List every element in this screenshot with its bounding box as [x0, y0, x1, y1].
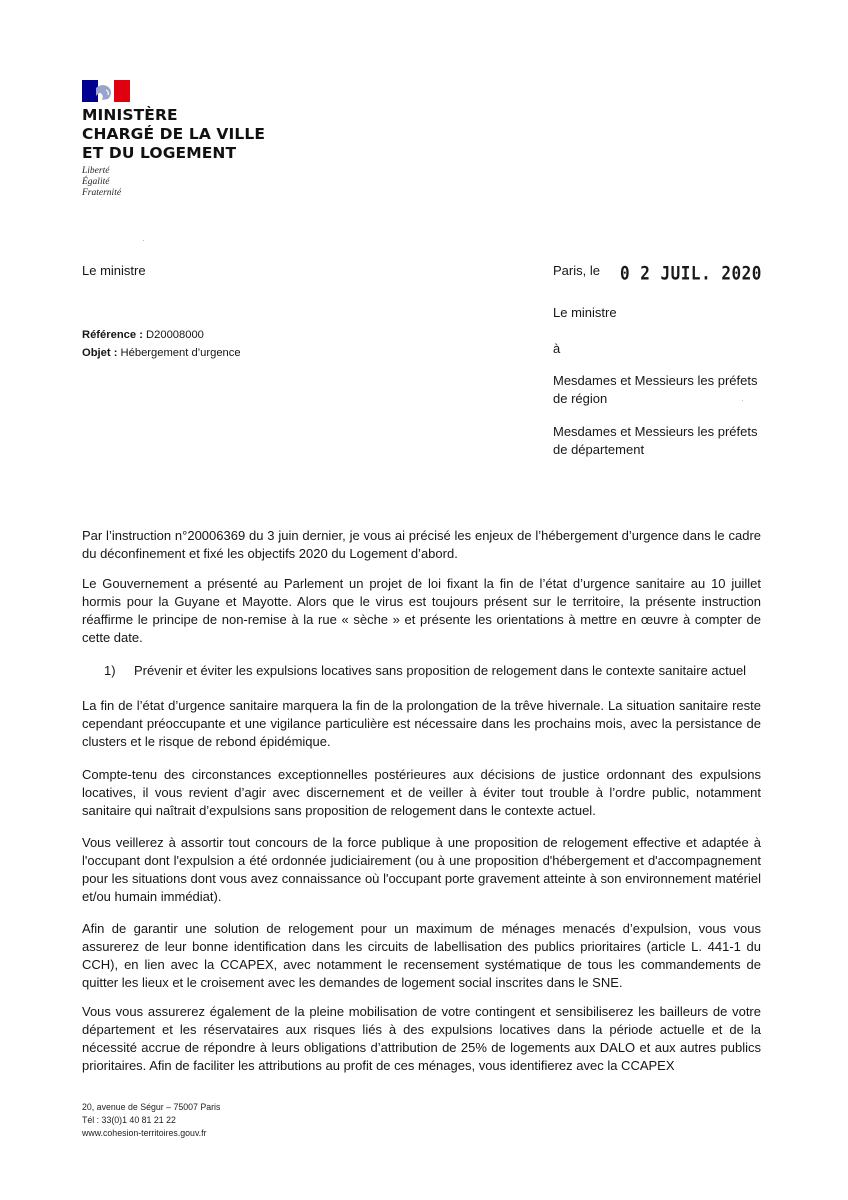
- date-stamp: 0 2 JUIL. 2020: [620, 262, 762, 284]
- paragraph-government: Le Gouvernement a présenté au Parlement un projet de loi fixant la fin de l’état d’urgence sanitaire au 10 juillet hormis pour la Guyane et Mayotte. Alors que le virus est toujours présent sur le territoire, la présente instruction réaffirme le principe de non-remise à la rue « sèche » et présente les orientations à mettre en œuvre à compter de cette date.: [82, 576, 761, 645]
- section-heading: [104, 663, 746, 678]
- place: Paris, le: [553, 263, 600, 278]
- paragraph-circumstances: Compte-tenu des circonstances exceptionnelles postérieures aux décisions de justice ordonnant des expulsions locatives, il vous revient d’agir avec discernement et de veiller à éviter tout trouble à l’ordre public, notamment sanitaire qui naîtrait d’expulsions sans proposition de relogement dans le contexte actuel.: [82, 767, 761, 818]
- motto-egalite: Égalité: [82, 177, 110, 187]
- paragraph-contingent: Vous vous assurerez également de la pleine mobilisation de votre contingent et sensibiliserez les bailleurs de votre département et les réservataires aux risques liés à des expulsions locatives dans la période actuelle et de la nécessité accrue de répondre à leurs obligations d’attribution de 25% de logements aux DALO et aux autres publics prioritaires. Afin de faciliter les attributions au profit de ces ménages, vous identifierez avec la CCAPEX: [82, 1004, 761, 1073]
- ministry-line: ET DU LOGEMENT: [82, 144, 237, 162]
- heading-number: 1): [104, 663, 116, 678]
- heading-text: Prévenir et éviter les expulsions locatives sans proposition de relogement dans le contexte sanitaire actuel: [134, 663, 747, 678]
- recipient-line: Mesdames et Messieurs les préfets: [553, 373, 758, 388]
- object-label: Objet :: [82, 347, 118, 359]
- reference-value: D20008000: [146, 329, 204, 341]
- recipient-from: Le ministre: [553, 305, 617, 320]
- recipient-prefects-region: [553, 372, 757, 408]
- reference-block: [82, 326, 241, 362]
- recipient-prefects-departement: [553, 423, 757, 459]
- motto-liberte: Liberté: [82, 166, 110, 176]
- sender: Le ministre: [82, 263, 146, 278]
- recipient-line: de département: [553, 442, 645, 457]
- paragraph-intro: Par l’instruction n°20006369 du 3 juin dernier, je vous ai précisé les enjeux de l’hébergement d’urgence dans le cadre du déconfinement et fixé les objectifs 2020 du Logement d’abord.: [82, 528, 761, 561]
- footer-address: 20, avenue de Ségur – 75007 Paris: [82, 1102, 221, 1112]
- paragraph-relogement: Afin de garantir une solution de relogement pour un maximum de ménages menacés d’expulsion, vous vous assurerez de leur bonne identification dans les circuits de labellisation des publics prioritaires (article L. 441-1 du CCH), en lien avec la CCAPEX, avec notamment le recensement systématique de tous les commandements de quitter les lieux et le croisement avec les demandes de logement social inscrites dans le SNE.: [82, 921, 761, 990]
- ministry-line: MINISTÈRE: [82, 106, 178, 124]
- ministry-name: [82, 106, 342, 163]
- recipient-to: à: [553, 341, 561, 356]
- scan-speck: [742, 400, 743, 401]
- scan-speck: [143, 240, 144, 241]
- footer-website: www.cohesion-territoires.gouv.fr: [82, 1128, 207, 1138]
- footer-phone: Tél : 33(0)1 40 81 21 22: [82, 1115, 176, 1125]
- recipient-line: de région: [553, 391, 608, 406]
- footer-contact: [82, 1101, 220, 1140]
- ministry-line: CHARGÉ DE LA VILLE: [82, 125, 266, 143]
- paragraph-treve: La fin de l’état d’urgence sanitaire marquera la fin de la prolongation de la trêve hivernale. La situation sanitaire reste cependant préoccupante et une vigilance particulière est nécessaire dans les prochains mois, avec la persistance de clusters et le risque de rebond épidémique.: [82, 698, 761, 749]
- reference-label: Référence :: [82, 329, 143, 341]
- republic-motto: [82, 166, 121, 199]
- paragraph-force-publique: Vous veillerez à assortir tout concours de la force publique à une proposition de relogement effective et adaptée à l'occupant dont l'expulsion a été ordonnée judiciairement (ou à une proposition d'hébergement et d'accompagnement pour les situations dont vous avez connaissance où l'occupant porte gravement atteinte à son environnement matériel et/ou humain immédiat).: [82, 835, 761, 904]
- motto-fraternite: Fraternité: [82, 188, 122, 198]
- object-value: Hébergement d’urgence: [120, 347, 241, 359]
- marianne-logo: [82, 80, 130, 102]
- recipient-line: Mesdames et Messieurs les préfets: [553, 424, 758, 439]
